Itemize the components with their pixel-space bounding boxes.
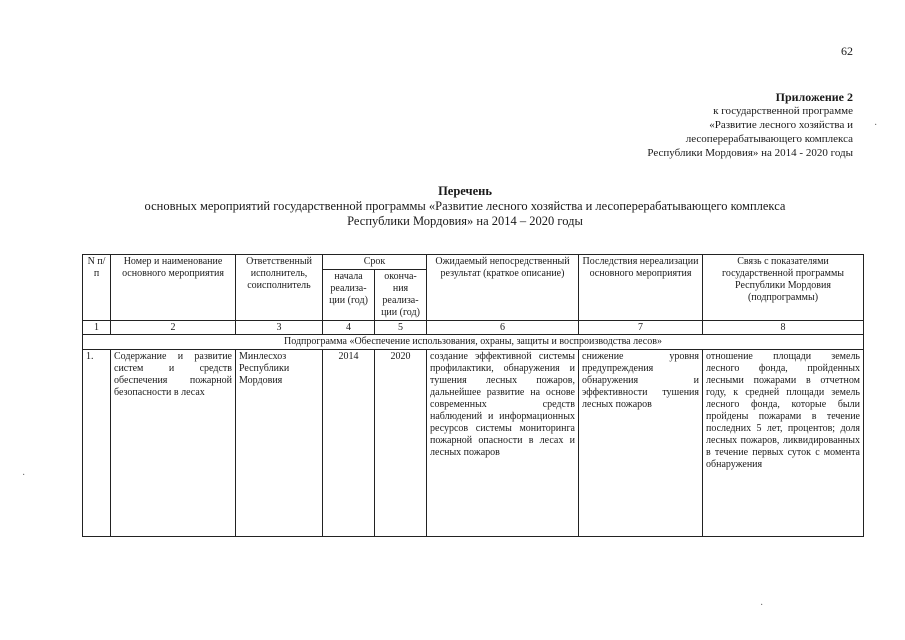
appendix-line: лесоперерабатывающего комплекса: [685, 133, 853, 145]
header-term-end: оконча-ния реализа-ции (год): [375, 270, 427, 321]
column-number: 7: [579, 321, 703, 335]
subprogram-title: Подпрограмма «Обеспечение использования, охраны, защиты и воспроизводства лесов»: [83, 335, 864, 350]
heading-line: Республики Мордовия» на 2014 – 2020 годы: [347, 214, 583, 228]
appendix-line: к государственной программе: [713, 105, 853, 117]
header-row: [83, 255, 864, 270]
row-executor: Минлесхоз Республики Мордовия: [236, 350, 323, 537]
heading-line: основных мероприятий государственной программы «Развитие лесного хозяйства и лесоперерабатывающего комплекса: [144, 199, 786, 213]
header-term: Срок: [323, 255, 427, 270]
row-link: отношение площади земель лесного фонда, пройденных лесными пожарами в отчетном году, к средней площади земель лесного фонда, которые были пройдены пожарами в течение последних 5 лет, процентов; доля лесных пожаров, ликвидированных в течение первых суток с момента обнаружения: [703, 350, 864, 537]
appendix-line: Республики Мордовия» на 2014 - 2020 годы: [647, 147, 853, 159]
appendix-block: [647, 90, 853, 160]
column-number: 2: [111, 321, 236, 335]
header-consequences: Последствия нереализации основного мероприятия: [579, 255, 703, 321]
column-number: 5: [375, 321, 427, 335]
scan-speck: ·: [874, 120, 878, 131]
row-consequences: снижение уровня предупреждения обнаружения и эффективности тушения лесных пожаров: [579, 350, 703, 537]
row-start: 2014: [323, 350, 375, 537]
column-number: 3: [236, 321, 323, 335]
header-result: Ожидаемый непосредственный результат (краткое описание): [427, 255, 579, 321]
header-link: Связь с показателями государственной программы Республики Мордовия (подпрограммы): [703, 255, 864, 321]
appendix-title: Приложение 2: [775, 90, 853, 104]
header-name: Номер и наименование основного мероприятия: [111, 255, 236, 321]
column-number: 4: [323, 321, 375, 335]
document-heading: [90, 184, 840, 229]
column-number: 6: [427, 321, 579, 335]
header-term-start: начала реализа-ции (год): [323, 270, 375, 321]
column-number: 1: [83, 321, 111, 335]
header-executor: Ответственный исполнитель, соисполнитель: [236, 255, 323, 321]
appendix-line: «Развитие лесного хозяйства и: [709, 119, 853, 131]
row-end: 2020: [375, 350, 427, 537]
column-number: 8: [703, 321, 864, 335]
measures-table: [82, 254, 864, 537]
row-num: 1.: [83, 350, 111, 537]
scan-speck: ·: [22, 470, 26, 481]
header-num: N п/п: [83, 255, 111, 321]
row-result: создание эффективной системы профилактики, обнаружения и тушения лесных пожаров, дальнейшее развитие на основе современных средств наблюдений и информационных ресурсов системы мониторинга пожарной опасности в лесах и лесных пожаров: [427, 350, 579, 537]
table-row: [83, 350, 864, 537]
heading-title: Перечень: [438, 184, 492, 198]
column-numbers-row: [83, 321, 864, 335]
page-number: 62: [841, 44, 853, 58]
subprogram-row: [83, 335, 864, 350]
scan-speck: ·: [760, 600, 764, 611]
row-name: Содержание и развитие систем и средств обеспечения пожарной безопасности в лесах: [111, 350, 236, 537]
